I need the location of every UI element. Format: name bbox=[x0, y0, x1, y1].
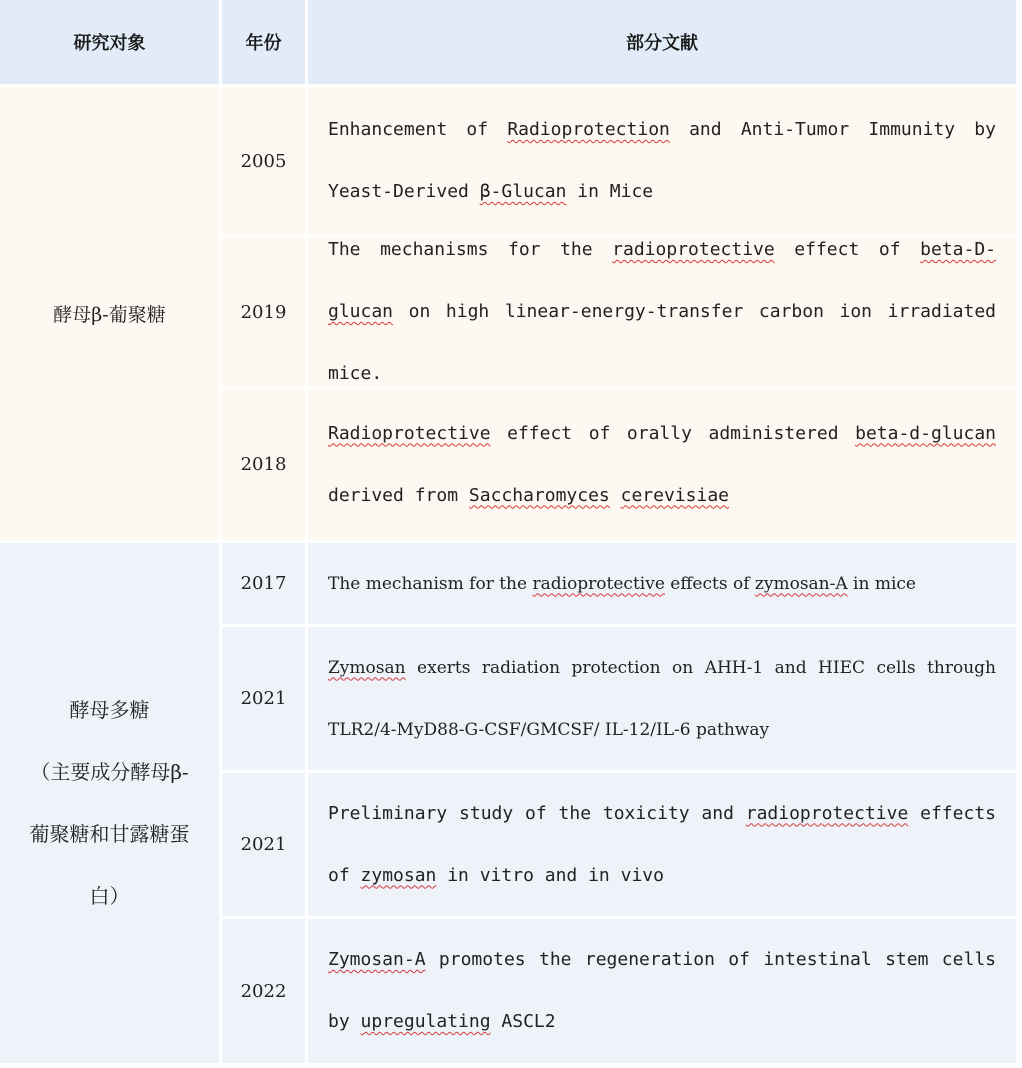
reference-cell bbox=[308, 238, 1016, 386]
ref-part: effect of orally administered bbox=[490, 422, 856, 444]
ref-part: radioprotective bbox=[612, 239, 775, 260]
ref-part: effects of bbox=[328, 802, 996, 886]
ref-part bbox=[610, 485, 621, 506]
ref-part: zymosan-A bbox=[754, 573, 848, 594]
year-cell: 2021 bbox=[222, 627, 305, 770]
header-year: 年份 bbox=[222, 0, 305, 84]
header-subject: 研究对象 bbox=[0, 0, 219, 84]
subject-line: 酵母多糖 bbox=[69, 698, 150, 722]
reference-text bbox=[328, 219, 996, 405]
ref-part: zymosan bbox=[360, 864, 437, 886]
ref-part: Preliminary study of the toxicity and bbox=[328, 802, 746, 824]
ref-part: Saccharomyces bbox=[468, 484, 610, 506]
subject-cell-zymosan bbox=[0, 543, 219, 1063]
ref-part: Enhancement of bbox=[328, 119, 508, 140]
year-cell: 2022 bbox=[222, 919, 305, 1063]
reference-cell bbox=[308, 773, 1016, 916]
reference-text bbox=[328, 637, 996, 761]
reference-text bbox=[328, 553, 916, 615]
header-references: 部分文献 bbox=[308, 0, 1016, 84]
reference-text bbox=[328, 403, 996, 527]
ref-part: The mechanisms for the bbox=[328, 239, 613, 260]
ref-part: in Mice bbox=[566, 181, 654, 202]
ref-part: beta-d-glucan bbox=[855, 422, 996, 444]
subject-cell-yeast-beta-glucan bbox=[0, 87, 219, 540]
ref-part: Radioprotective bbox=[328, 422, 491, 444]
reference-cell bbox=[308, 627, 1016, 770]
ref-part: in mice bbox=[847, 573, 916, 594]
ref-part: effect of bbox=[774, 239, 921, 260]
ref-part: and Anti-Tumor Immunity by Yeast-Derived bbox=[328, 119, 996, 202]
year-cell: 2019 bbox=[222, 238, 305, 386]
ref-part: on high linear-energy-transfer carbon ion irradiated mice. bbox=[328, 301, 996, 384]
subject-label: 酵母β-葡聚糖 bbox=[53, 304, 166, 326]
reference-cell bbox=[308, 87, 1016, 235]
subject-line: 葡聚糖和甘露糖蛋 bbox=[29, 822, 190, 846]
ref-part: Zymosan-A bbox=[328, 949, 426, 970]
ref-part: Zymosan bbox=[328, 657, 406, 678]
ref-part: promotes the regeneration of intestinal stem cells by bbox=[328, 949, 996, 1032]
reference-text bbox=[328, 929, 996, 1053]
ref-part: The mechanism for the bbox=[328, 573, 533, 594]
ref-part: exerts radiation protection on AHH-1 and HIEC cells through TLR2/4-MyD88-G-CSF/GMCSF/ IL-12/IL-6 pathway bbox=[328, 657, 996, 740]
reference-cell bbox=[308, 543, 1016, 624]
year-cell: 2017 bbox=[222, 543, 305, 624]
ref-part: Radioprotection bbox=[507, 119, 670, 140]
subject-line: 白） bbox=[89, 884, 130, 908]
ref-part: radioprotective bbox=[745, 802, 909, 824]
subject-line: （主要成分酵母β- bbox=[30, 760, 189, 784]
ref-part: upregulating bbox=[360, 1011, 491, 1032]
ref-part: radioprotective bbox=[532, 573, 665, 594]
ref-part: beta-D-glucan bbox=[328, 239, 996, 322]
ref-part: derived from bbox=[328, 484, 469, 506]
ref-part: cerevisiae bbox=[620, 484, 729, 506]
year-cell: 2005 bbox=[222, 87, 305, 235]
ref-part: effects of bbox=[664, 573, 755, 594]
ref-part: in vitro and in vivo bbox=[436, 864, 664, 886]
reference-text bbox=[328, 783, 996, 907]
ref-part: ASCL2 bbox=[490, 1011, 556, 1032]
reference-cell bbox=[308, 919, 1016, 1063]
reference-text bbox=[328, 99, 996, 223]
year-cell: 2021 bbox=[222, 773, 305, 916]
ref-part: β-Glucan bbox=[479, 181, 567, 202]
reference-cell bbox=[308, 389, 1016, 540]
year-cell: 2018 bbox=[222, 389, 305, 540]
